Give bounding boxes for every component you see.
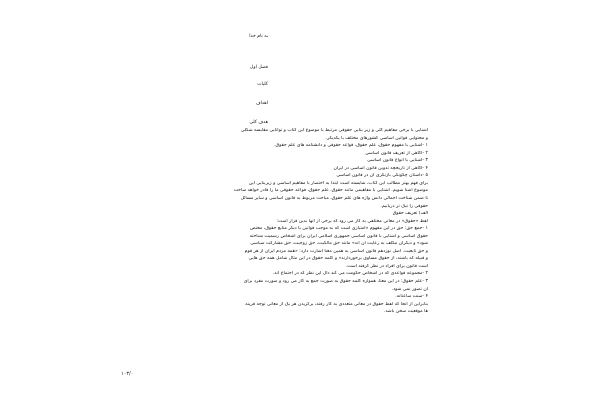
body-line: شود» و دیگران مکلف به رعایت آن اند» مانند حق مالکیت، حق زوجیت، حق مشارکت سیاسی bbox=[250, 241, 428, 247]
body-line: است قانون برای افراد در نظر گرفته است. bbox=[345, 263, 428, 269]
body-line: موضوع آشنا شویم. آشنایی با مفاهیمی مانند حقوق، علم حقوق، قواعد حقوقی ما را قادر خواهد ساخت bbox=[233, 188, 428, 194]
body-line: ۱ -جمع حق: حق در این مفهوم «امتیازی است که به موجب قوانین یا دیگر منابع حقوق، مختص bbox=[249, 226, 428, 232]
body-line: و حق تابعیت. اصل نوزدهم قانون اساسی به همین معنا اشارت دارد: «همه مردم ایران از هر قوم bbox=[244, 248, 428, 254]
body-line: ۴ -سنت ساعتانه. bbox=[395, 294, 428, 300]
body-line: آشنایی با برخی مفاهیم کلی و زیر بنایی حقوقی مرتبط با موضوع این کتاب و توانایی مقایسه شکلی bbox=[240, 128, 428, 133]
body-line: بنابراین از آنجا که لفظ حقوق در معانی متعددی به کار رفته، برگزیدن هر یک از معانی توجه قرینه bbox=[245, 301, 428, 307]
body-line: ۲ -مجموعه قواعدی که در اشخاص حکومت می کند دال این نظر که در اجتماع اند. bbox=[272, 271, 428, 277]
body-line: حقوق اساسی و آشنایی با قانون اساسی جمهوری اسلامی ایران برای اشخاص رسمیت شناخته bbox=[249, 233, 428, 239]
body-line: تا ضمن شناخت اجمالی دانش واژه های علم حقوق، مباحث مربوط به قانون اساسی و سایر مسائل bbox=[240, 195, 428, 201]
body-line: ۱ -آشنایی با مفهوم حقوق، علم حقوق، قواعد حقوقی و دانشنامه های علم حقوق. bbox=[274, 143, 428, 149]
body-line: آن تصور نمی شود. bbox=[391, 286, 428, 292]
section-title: کلیات bbox=[257, 82, 268, 87]
body-line: برای فهم بهتر مطالب این کتاب، شایسته است ابتدا به اختصار با مفاهیم اساسی و زیربنایی این bbox=[248, 180, 428, 186]
page-number: ۱۰۳/۰ bbox=[121, 371, 134, 377]
body-line: ۳ -علم حقوق: در این معنا، همواره کلمه حقوق به صورت جمع به کار می رود و صورت مفرد برای bbox=[243, 279, 428, 284]
chapter-title: فصل اول bbox=[250, 65, 268, 70]
body-line: و محتوایی قوانین اساسی کشورهای مختلف با یکدیگر. bbox=[325, 135, 428, 141]
body-line: ۳ -آشنایی با انواع قانون اساسی bbox=[367, 158, 428, 164]
body-line: الف) تعریف حقوق bbox=[392, 211, 428, 217]
body-line: ۵ -داستان چگونگی بازنگری آن در قانون اساسی bbox=[336, 173, 428, 179]
body-line: حقوقی را نیک تر دریابیم. bbox=[380, 203, 428, 209]
body-line: ها موقعیت سخن باشد. bbox=[383, 309, 428, 315]
body-line: ۲ -آگاهی از تعریف قانون اساسی bbox=[365, 150, 428, 156]
bismillah: به نام خدا bbox=[249, 34, 268, 39]
general-goal-heading: هدف کلی bbox=[249, 120, 268, 125]
goals-heading: اهداف bbox=[255, 101, 268, 106]
body-line: لفظ «حقوق» در معانی مختلفی به کار می رود که برخی از آنها بدین قرار است: bbox=[276, 218, 428, 224]
body-line: ۴ -آگاهی از تاریخچه تدوین قانون اساسی در ایران bbox=[333, 165, 428, 171]
body-line: و قبیله که باشند، از حقوق مساوی برخوردارند» و کلمه حقوق در این مثال شامل همه حق هایی bbox=[248, 256, 428, 262]
